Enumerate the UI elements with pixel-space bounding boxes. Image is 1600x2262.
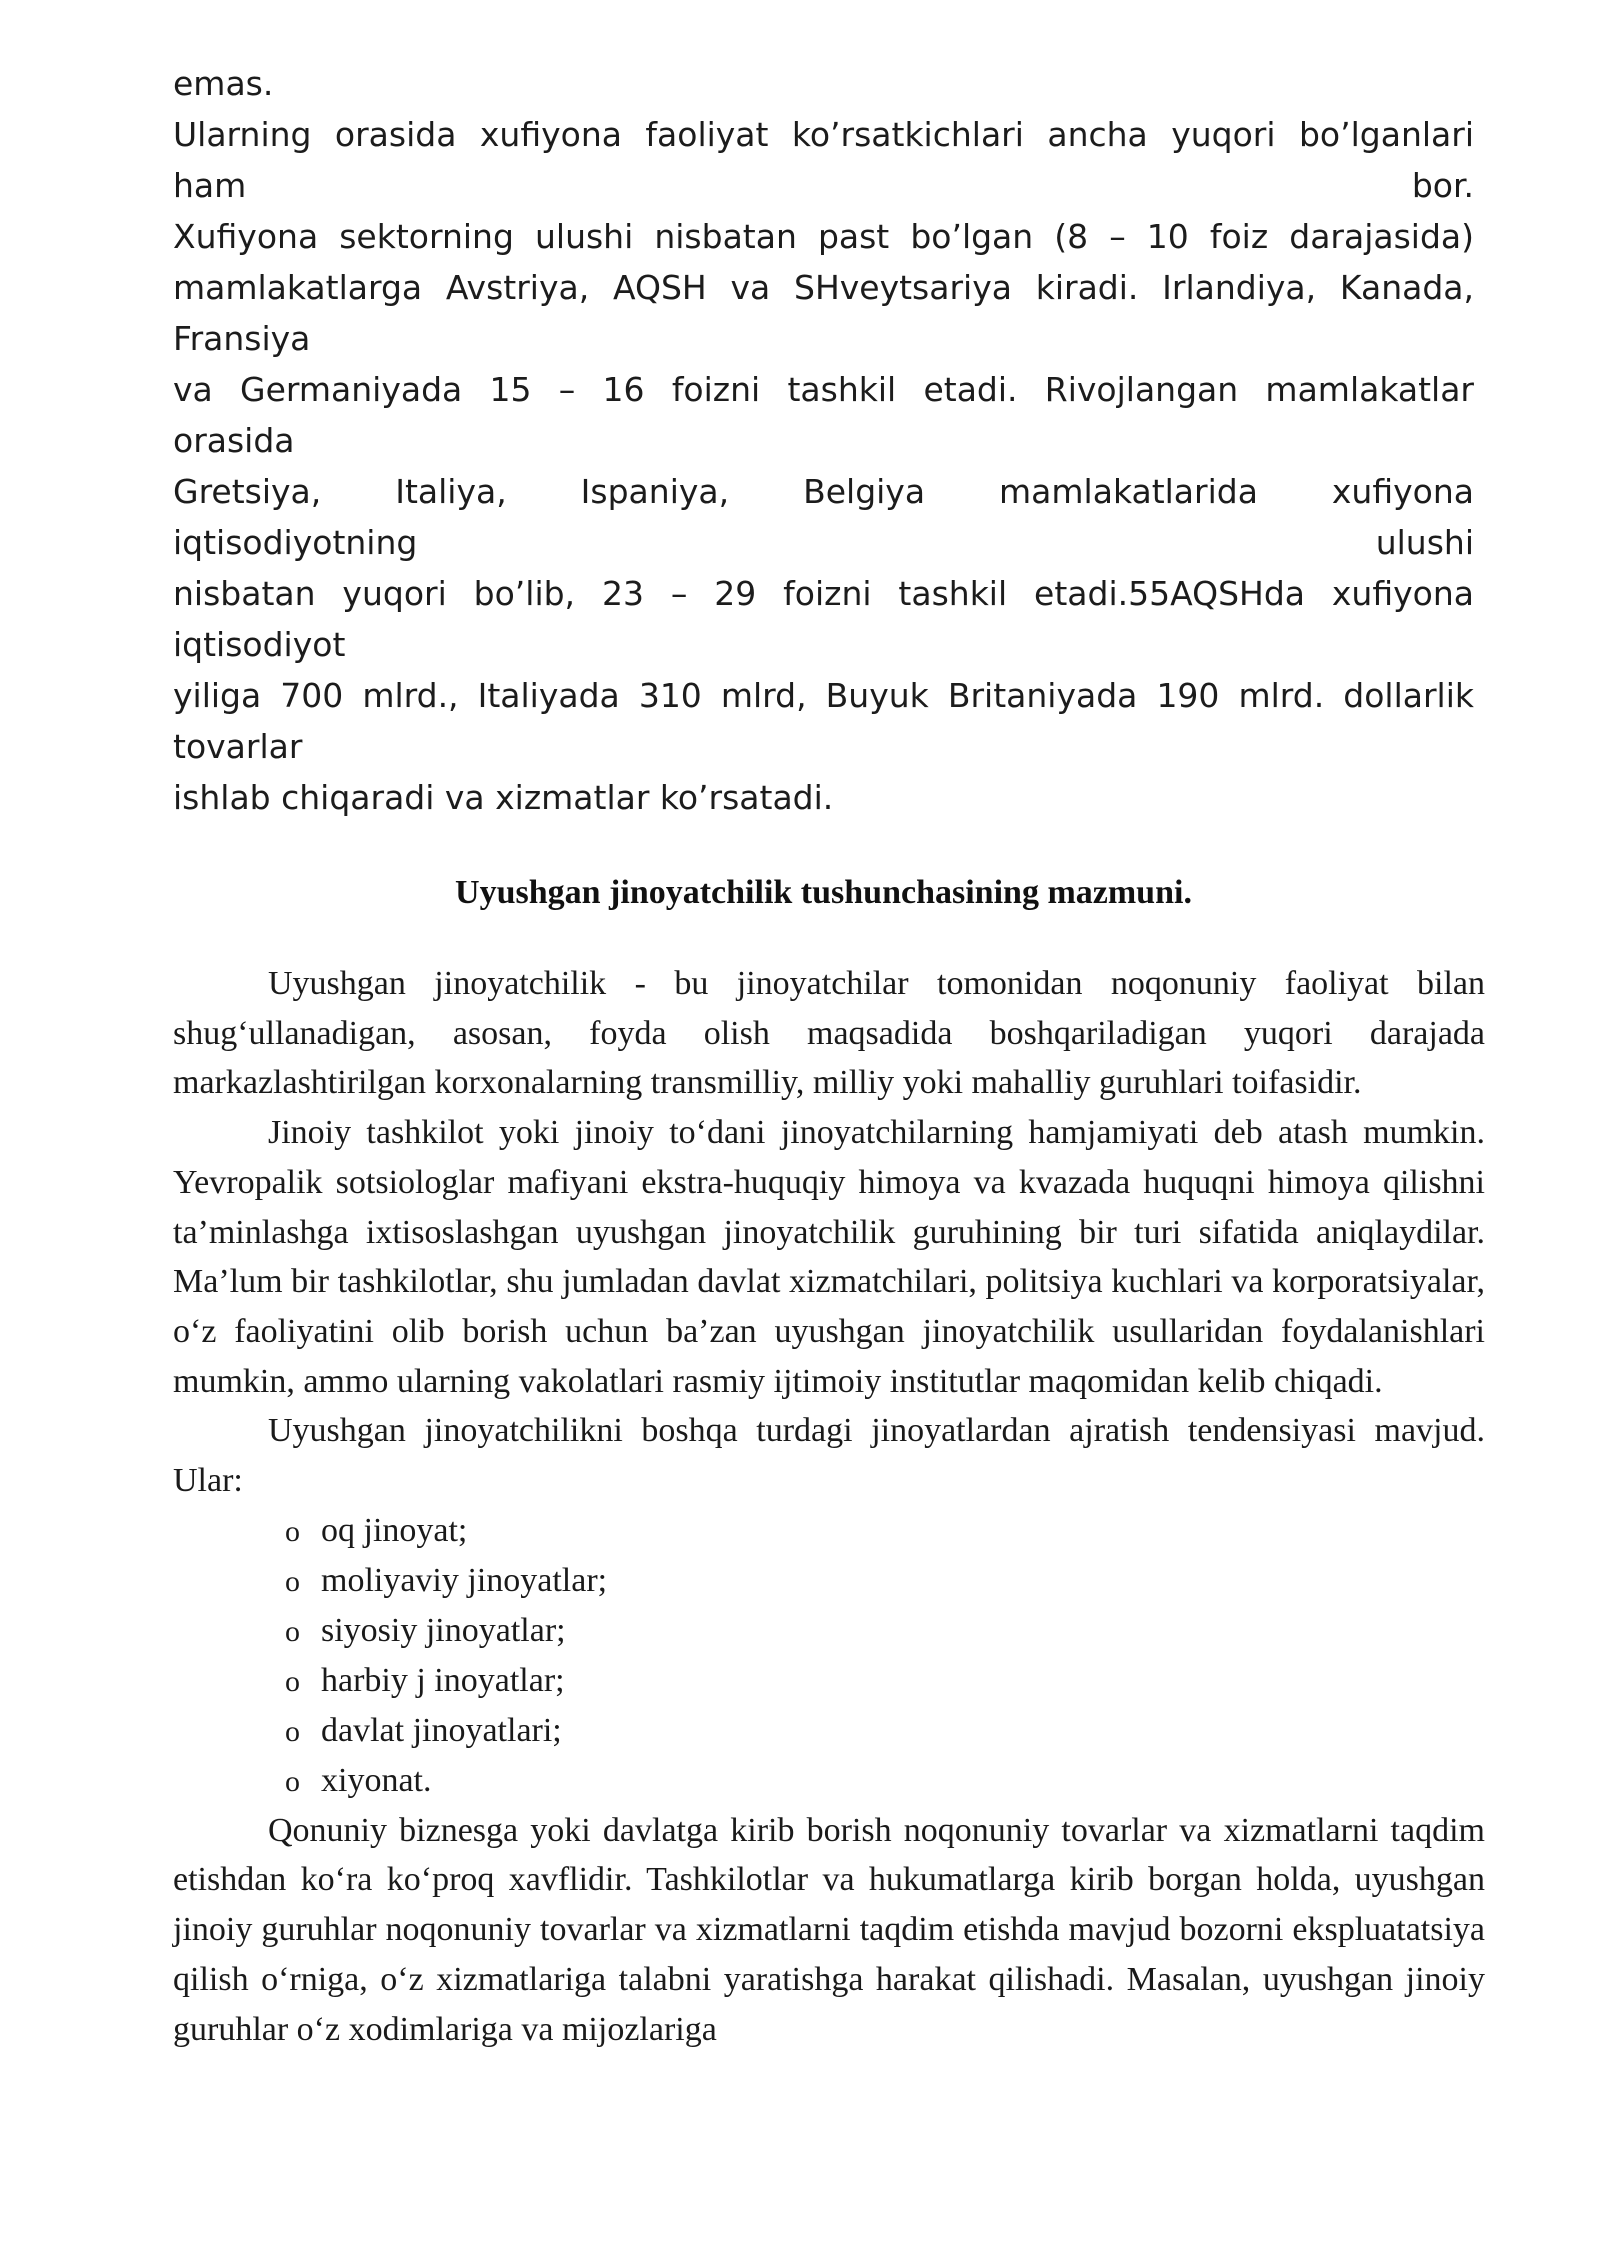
paragraph: Jinoiy tashkilot yoki jinoiy to‘dani jinoyatchilarning hamjamiyati deb atash mumkin. Yevropalik sotsiologlar mafiyani ekstra-huquqiy himoya va kvazada huquqni himoya qilishni ta’minlashga ixtisoslashgan uyushgan jinoyatchilik guruhining bir turi sifatida aniqlaydilar. Ma’lum bir tashkilotlar, shu jumladan davlat xizmatchilari, politsiya kuchlari va korporatsiyalar, o‘z faoliyatini olib borish uchun ba’zan uyushgan jinoyatchilik usullaridan foydalanishlari mumkin, ammo ularning vakolatlari rasmiy ijtimoiy institutlar maqomidan kelib chiqadi.: [173, 1114, 1485, 1400]
crime-types-list: [173, 1506, 1485, 1806]
section-heading: Uyushgan jinoyatchilik tushunchasining mazmuni.: [455, 874, 1192, 911]
top-text-block: [173, 58, 1474, 823]
text-line: orasida: [173, 421, 295, 460]
list-item-text: harbiy j inoyatlar;: [321, 1661, 565, 1699]
paragraph: Qonuniy biznesga yoki davlatga kirib borish noqonuniy tovarlar va xizmatlarni taqdim etishdan ko‘ra ko‘proq xavflidir. Tashkilotlar va hukumatlarga kirib borgan holda, uyushgan jinoiy guruhlar noqonuniy tovarlar va xizmatlarni taqdim etishda mavjud bozorni ekspluatatsiya qilish o‘rniga, o‘z xizmatlariga talabni yaratishga harakat qilishadi. Masalan, uyushgan jinoiy guruhlar o‘z xodimlariga va mijozlariga: [173, 1811, 1485, 2048]
paragraph: Uyushgan jinoyatchilik - bu jinoyatchilar tomonidan noqonuniy faoliyat bilan shug‘ullanadigan, asosan, foyda olish maqsadida boshqariladigan yuqori darajada markazlashtirilgan korxonalarning transmilliy, milliy yoki mahalliy guruhlari toifasidir.: [173, 965, 1485, 1102]
text-line: va Germaniyada 15 – 16 foizni tashkil etadi. Rivojlangan mamlakatlar: [173, 370, 1474, 409]
bullet-marker: o: [285, 1714, 300, 1748]
list-item-text: xiyonat.: [321, 1761, 432, 1799]
text-line: iqtisodiyotning ulushi: [173, 523, 1474, 562]
text-line: Ularning orasida xufiyona faoliyat ko’rsatkichlari ancha yuqori bo’lganlari: [173, 115, 1474, 154]
bullet-marker: o: [285, 1764, 300, 1798]
text-line: iqtisodiyot: [173, 625, 346, 664]
text-line: Gretsiya, Italiya, Ispaniya, Belgiya mamlakatlarida xufiyona: [173, 472, 1474, 511]
text-line: mamlakatlarga Avstriya, AQSH va SHveytsariya kiradi. Irlandiya, Kanada,: [173, 268, 1474, 307]
bullet-marker: o: [285, 1514, 300, 1548]
list-item: [285, 1706, 1485, 1756]
list-item: [285, 1656, 1485, 1706]
list-item-text: oq jinoyat;: [321, 1511, 468, 1549]
list-item: [285, 1556, 1485, 1606]
text-line: nisbatan yuqori bo’lib, 23 – 29 foizni tashkil etadi.55AQSHda xufiyona: [173, 574, 1474, 613]
text-line: tovarlar: [173, 727, 303, 766]
text-line: emas.: [173, 64, 274, 103]
paragraph: Uyushgan jinoyatchilikni boshqa turdagi jinoyatlardan ajratish tendensiyasi mavjud. Ular:: [173, 1412, 1485, 1500]
text-line: Fransiya: [173, 319, 311, 358]
bullet-marker: o: [285, 1564, 300, 1598]
bullet-marker: o: [285, 1614, 300, 1648]
body-text-block: [173, 959, 1485, 2054]
list-item-text: siyosiy jinoyatlar;: [321, 1611, 566, 1649]
text-line: ishlab chiqaradi va xizmatlar ko’rsatadi.: [173, 778, 834, 817]
list-item-text: davlat jinoyatlari;: [321, 1711, 562, 1749]
text-line: yiliga 700 mlrd., Italiyada 310 mlrd, Buyuk Britaniyada 190 mlrd. dollarlik: [173, 676, 1474, 715]
text-line: ham bor.: [173, 166, 1474, 205]
list-item: [285, 1506, 1485, 1556]
text-line: Xufiyona sektorning ulushi nisbatan past bo’lgan (8 – 10 foiz darajasida): [173, 217, 1474, 256]
list-item: [285, 1606, 1485, 1656]
list-item-text: moliyaviy jinoyatlar;: [321, 1561, 608, 1599]
list-item: [285, 1756, 1485, 1806]
bullet-marker: o: [285, 1664, 300, 1698]
